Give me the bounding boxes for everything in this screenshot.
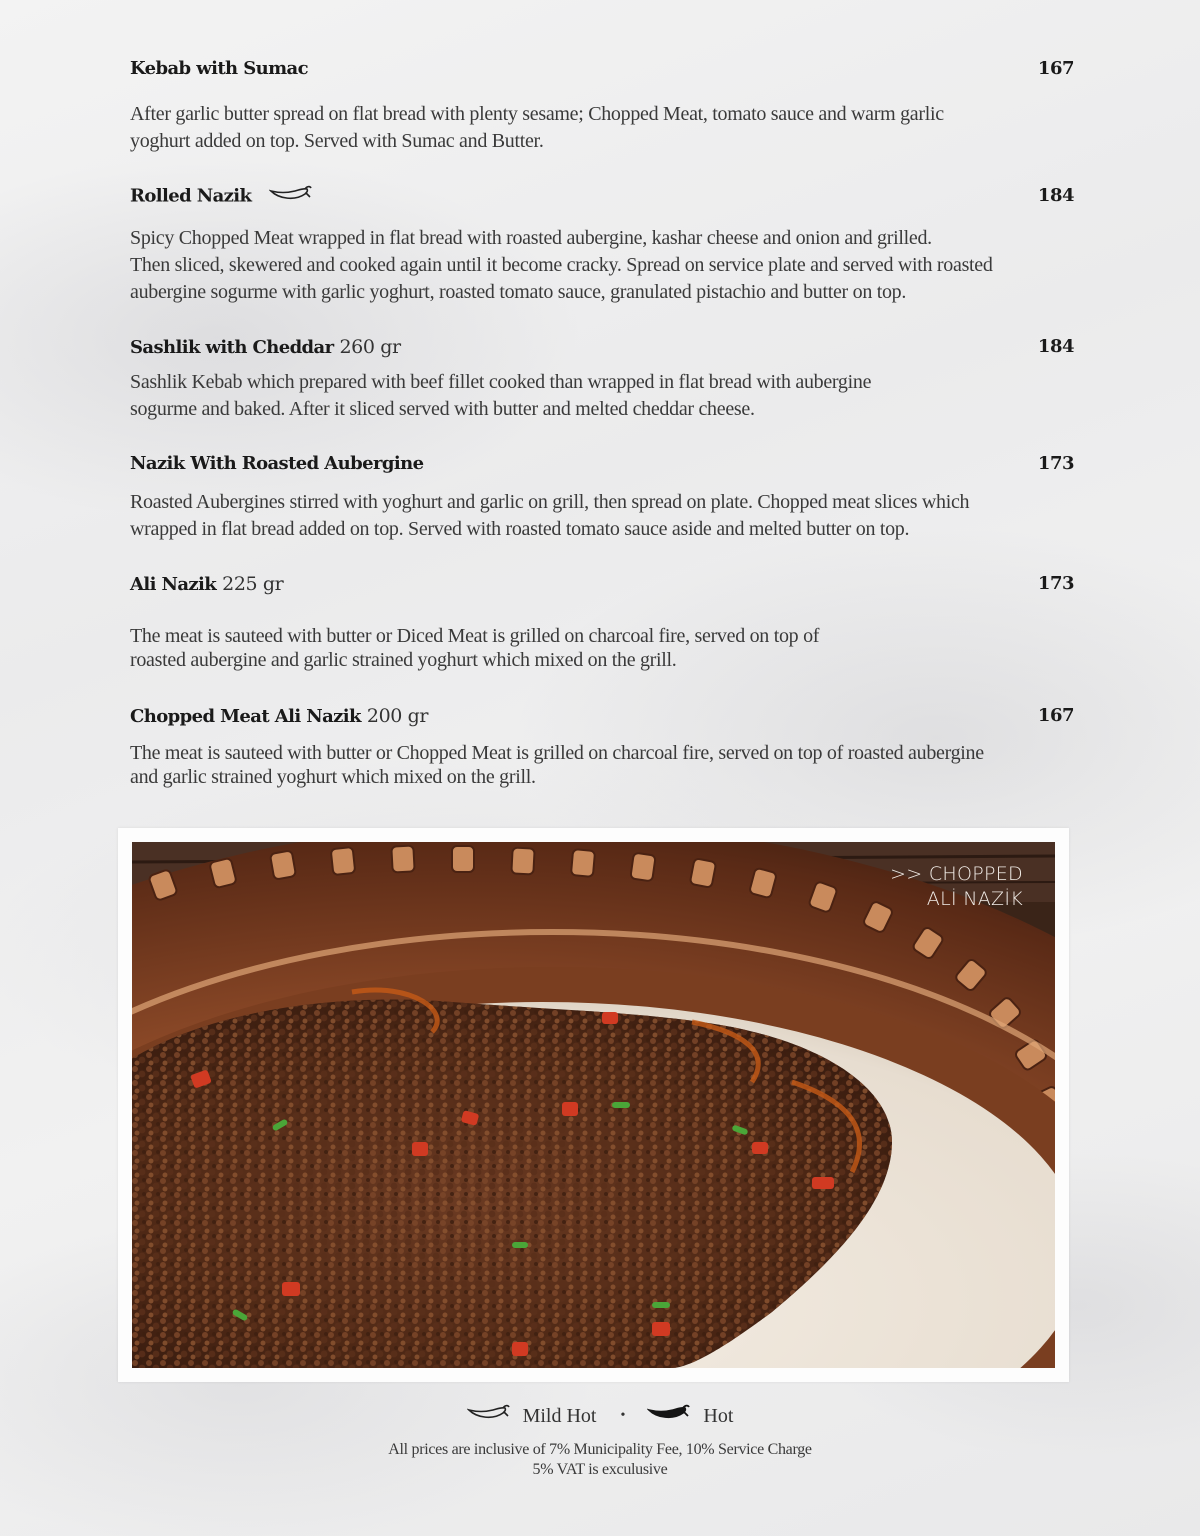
description-line: wrapped in flat bread added on top. Served with roasted tomato sauce aside and melted butter on top. bbox=[130, 518, 910, 540]
item-price: 173 bbox=[1037, 453, 1074, 474]
menu-item bbox=[130, 58, 1074, 155]
description-line: The meat is sauteed with butter or Diced Meat is grilled on charcoal fire, served on top of bbox=[130, 625, 820, 647]
item-name-wrap bbox=[130, 705, 428, 727]
description-line: roasted aubergine and garlic strained yoghurt which mixed on the grill. bbox=[130, 649, 677, 671]
dish-illustration bbox=[132, 842, 1055, 1368]
menu-item bbox=[130, 453, 1074, 543]
dish-photo bbox=[132, 842, 1055, 1368]
menu-item bbox=[130, 573, 1074, 672]
item-name: Sashlik with Cheddar bbox=[130, 337, 334, 358]
photo-caption-line: >> CHOPPED bbox=[890, 863, 1023, 885]
item-name: Ali Nazik bbox=[130, 574, 217, 595]
description-line: sogurme and baked. After it sliced served with butter and melted cheddar cheese. bbox=[130, 398, 755, 420]
price-footnote bbox=[0, 1440, 1200, 1480]
menu-item bbox=[130, 705, 1074, 789]
item-name: Kebab with Sumac bbox=[130, 58, 308, 79]
mild-hot-label: Mild Hot bbox=[522, 1404, 597, 1427]
item-weight: 260 gr bbox=[339, 336, 401, 358]
menu-item bbox=[130, 185, 1074, 306]
item-price: 184 bbox=[1037, 185, 1074, 206]
item-description bbox=[130, 369, 1074, 423]
item-name-wrap bbox=[130, 336, 401, 358]
item-name: Chopped Meat Ali Nazik bbox=[130, 706, 361, 727]
item-description bbox=[130, 741, 1074, 789]
description-line: yoghurt added on top. Served with Sumac and Butter. bbox=[130, 130, 544, 152]
item-description bbox=[130, 624, 1074, 672]
item-description bbox=[130, 489, 1074, 543]
chili-filled-icon bbox=[647, 1404, 693, 1428]
description-line: and garlic strained yoghurt which mixed on the grill. bbox=[130, 766, 536, 788]
description-line: Sashlik Kebab which prepared with beef fillet cooked than wrapped in flat bread with aubergine bbox=[130, 371, 872, 393]
hot-label: Hot bbox=[703, 1404, 734, 1427]
photo-caption-line: ALİ NAZİK bbox=[926, 888, 1023, 910]
item-header bbox=[130, 336, 1074, 362]
chili-outline-icon bbox=[467, 1404, 513, 1428]
item-price: 167 bbox=[1037, 58, 1074, 79]
item-price: 173 bbox=[1037, 573, 1074, 594]
item-header bbox=[130, 453, 1074, 479]
dish-photo-frame bbox=[118, 828, 1069, 1382]
item-weight: 200 gr bbox=[366, 705, 429, 727]
item-header bbox=[130, 705, 1074, 731]
description-line: After garlic butter spread on flat bread with plenty sesame; Chopped Meat, tomato sauce and warm garlic bbox=[130, 103, 944, 125]
description-line: The meat is sauteed with butter or Chopped Meat is grilled on charcoal fire, served on top of roasted aubergine bbox=[130, 742, 984, 764]
item-header bbox=[130, 573, 1074, 599]
legend-separator: • bbox=[620, 1408, 626, 1423]
footnote-line: 5% VAT is exculusive bbox=[532, 1461, 668, 1478]
photo-caption bbox=[890, 862, 1023, 912]
item-name-wrap bbox=[130, 185, 313, 208]
item-name: Rolled Nazik bbox=[130, 185, 252, 207]
item-description bbox=[130, 225, 1074, 306]
item-header bbox=[130, 185, 1074, 211]
item-weight: 225 gr bbox=[222, 573, 284, 595]
description-line: Roasted Aubergines stirred with yoghurt and garlic on grill, then spread on plate. Chopped meat slices which bbox=[130, 491, 970, 513]
description-line: Spicy Chopped Meat wrapped in flat bread with roasted aubergine, kashar cheese and onion and grilled. bbox=[130, 227, 932, 249]
item-price: 167 bbox=[1037, 705, 1074, 726]
chili-outline-icon bbox=[269, 185, 313, 208]
spice-legend bbox=[0, 1404, 1200, 1428]
item-header bbox=[130, 58, 1074, 84]
description-line: Then sliced, skewered and cooked again until it become cracky. Spread on service plate and served with roasted bbox=[130, 254, 993, 276]
item-name-wrap bbox=[130, 573, 283, 595]
menu-item bbox=[130, 336, 1074, 423]
item-description bbox=[130, 101, 1074, 155]
description-line: aubergine sogurme with garlic yoghurt, roasted tomato sauce, granulated pistachio and butter on top. bbox=[130, 281, 907, 303]
item-name: Nazik With Roasted Aubergine bbox=[130, 453, 424, 474]
item-price: 184 bbox=[1037, 336, 1074, 357]
footnote-line: All prices are inclusive of 7% Municipality Fee, 10% Service Charge bbox=[388, 1441, 812, 1458]
